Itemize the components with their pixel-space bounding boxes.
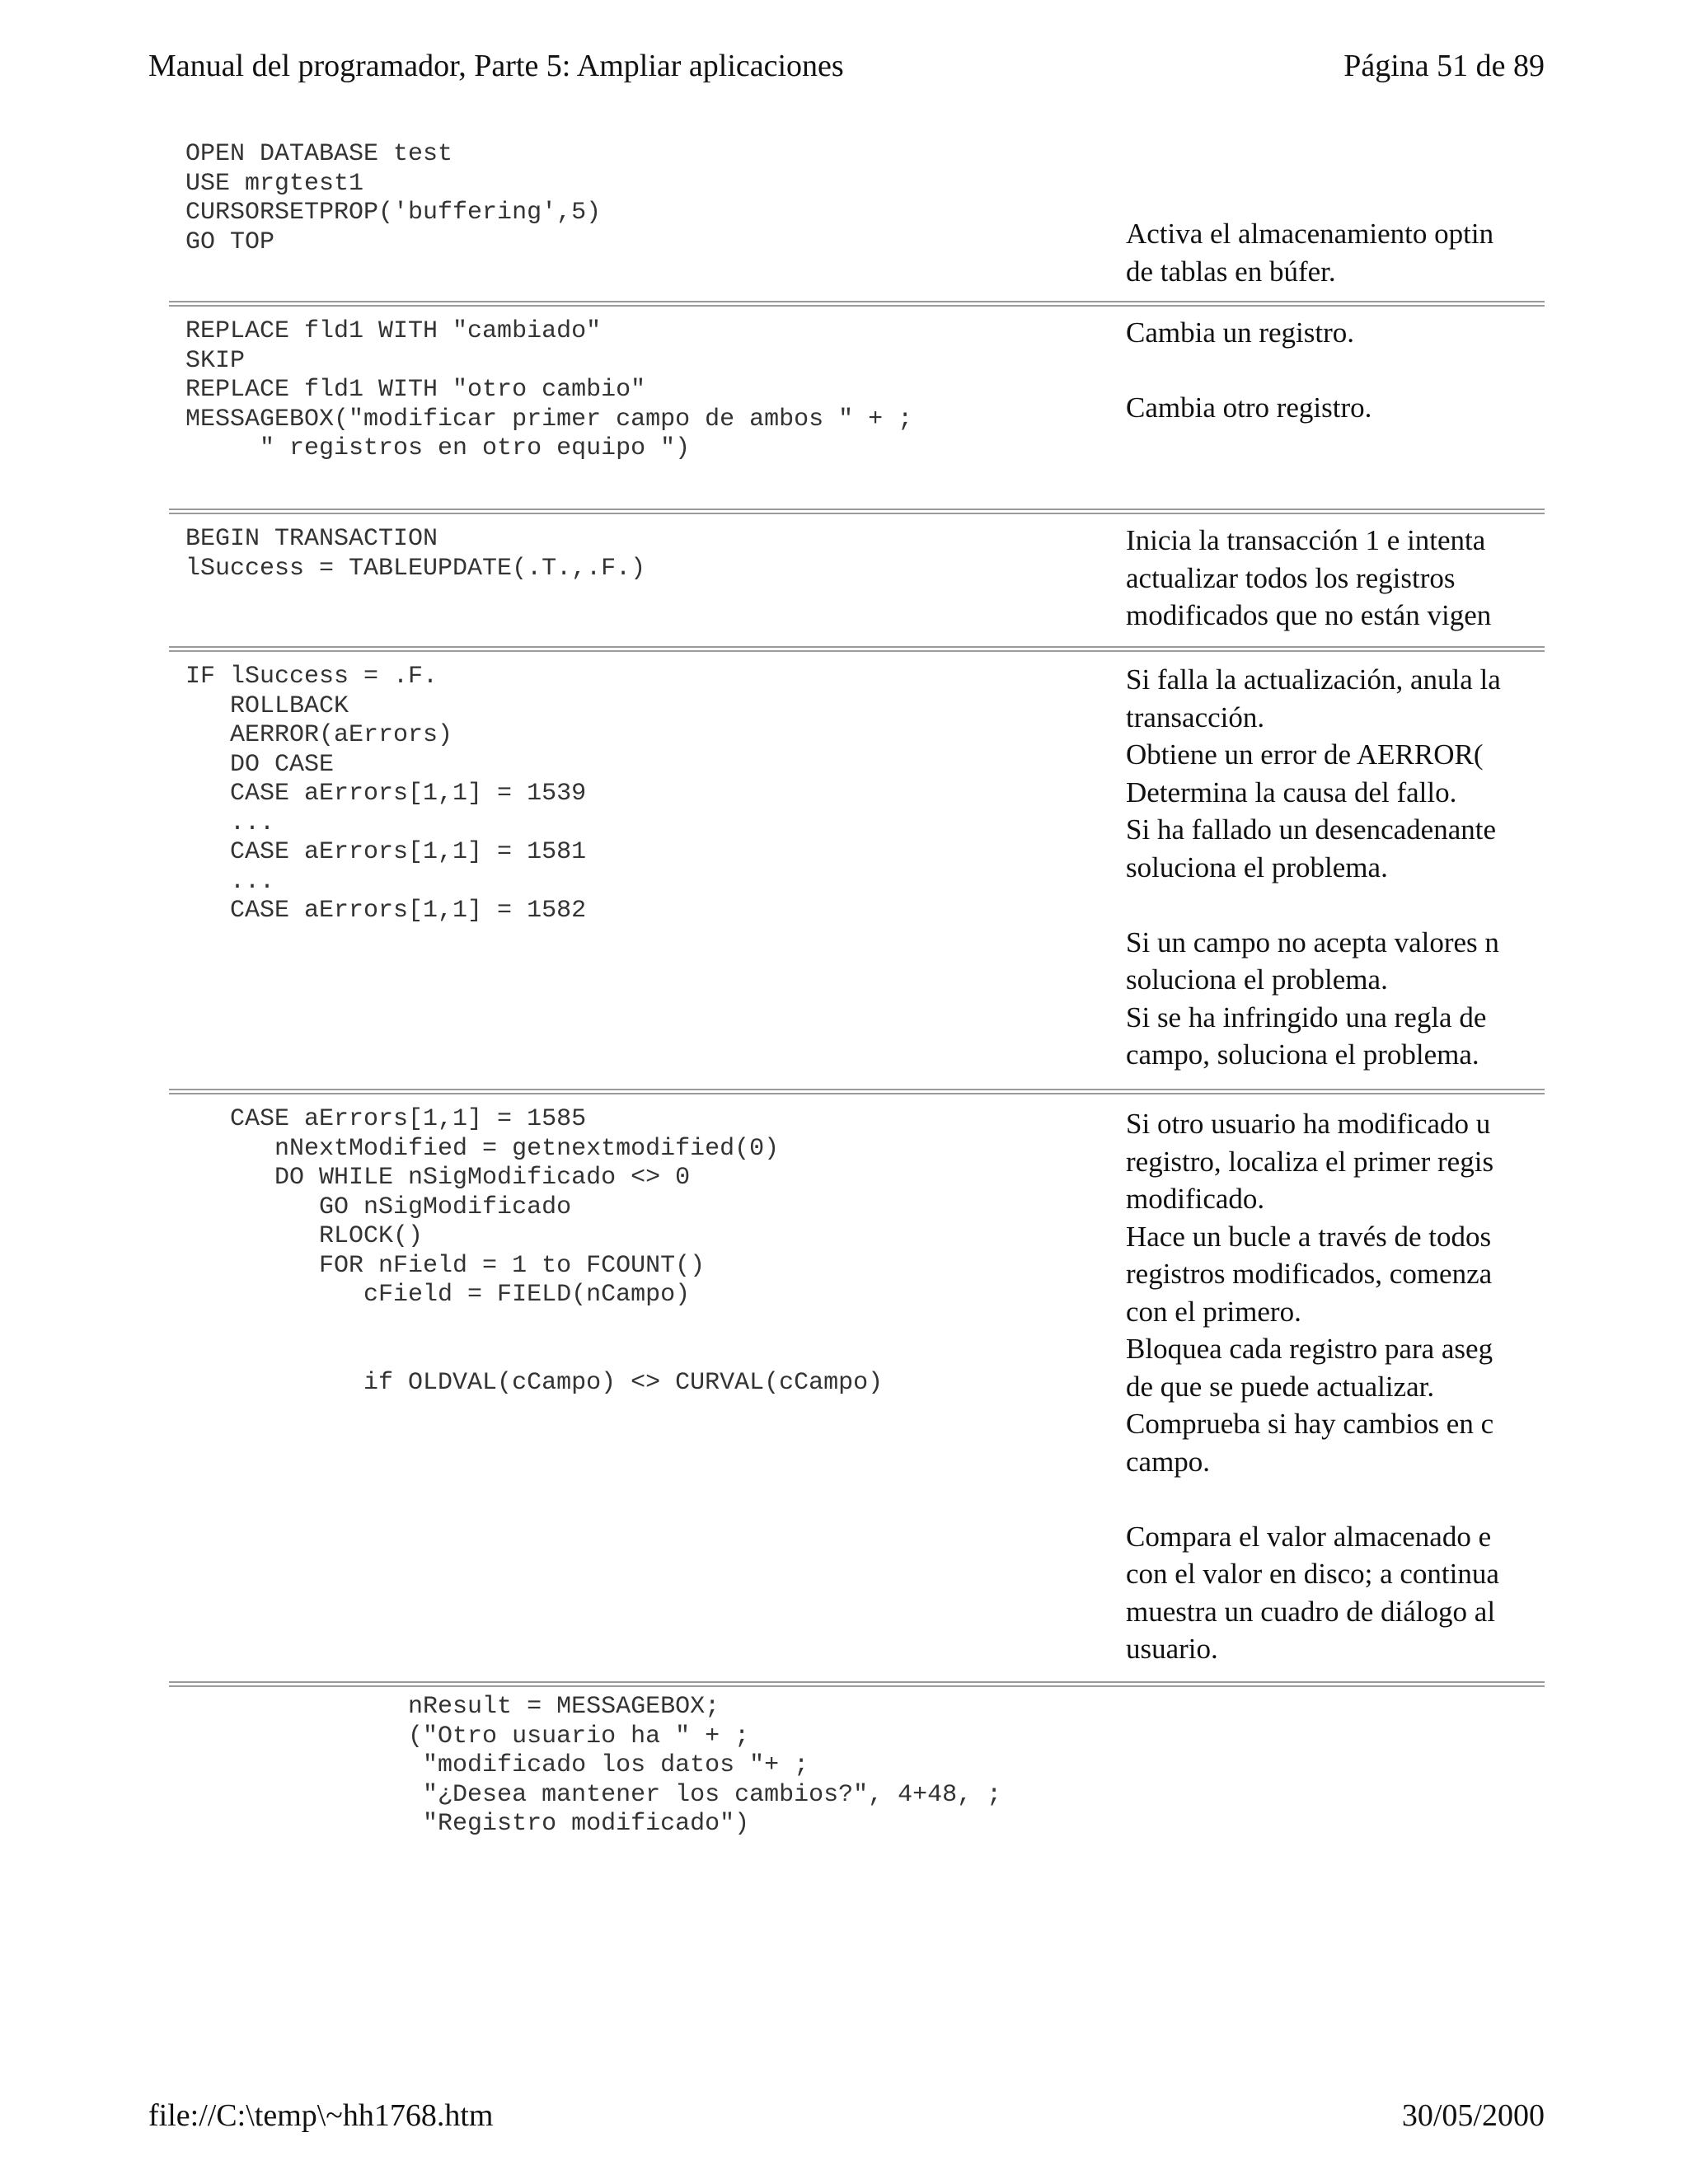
table-row	[169, 132, 1545, 300]
description-cell	[1126, 661, 1545, 1074]
description-cell	[1126, 522, 1545, 635]
description-line: Si un campo no acepta valores n	[1126, 926, 1499, 958]
description-line: transacción.	[1126, 701, 1265, 733]
code-cell: CASE aErrors[1,1] = 1585 nNextModified = getnextmodified(0) DO WHILE nSigModificado <> 0 GO nSigModificado RLOCK() FOR nField = 1 to FCOUNT() cField = FIELD(nCampo) if OLDVAL(cCampo) <> CURVAL(cCampo)	[230, 1105, 884, 1397]
file-path: file://C:\temp\~hh1768.htm	[148, 2098, 494, 2133]
row-divider	[169, 1088, 1545, 1095]
description-line: Activa el almacenamiento optin	[1126, 218, 1494, 250]
description-line: Si otro usuario ha modificado u	[1126, 1108, 1491, 1140]
description-line: de tablas en búfer.	[1126, 255, 1336, 288]
description-line: de que se puede actualizar.	[1126, 1370, 1435, 1403]
description-line: Cambia un registro.	[1126, 316, 1355, 349]
description-line: modificado.	[1126, 1183, 1265, 1215]
page-footer	[148, 2097, 1545, 2134]
code-cell: OPEN DATABASE test USE mrgtest1 CURSORSETPROP('buffering',5) GO TOP	[185, 140, 602, 256]
description-line: Si se ha infringido una regla de	[1126, 1001, 1487, 1033]
description-line: Cambia otro registro.	[1126, 391, 1372, 424]
row-divider	[169, 645, 1545, 653]
description-line: con el primero.	[1126, 1295, 1301, 1328]
table-row	[169, 1688, 1545, 1869]
table-row	[169, 1095, 1545, 1680]
description-line	[1126, 140, 1545, 178]
document-title: Manual del programador, Parte 5: Ampliar aplicaciones	[148, 49, 844, 83]
description-line: modificados que no están vigen	[1126, 599, 1492, 631]
description-line: campo, soluciona el problema.	[1126, 1038, 1479, 1071]
description-cell	[1126, 140, 1545, 290]
description-line: Comprueba si hay cambios en c	[1126, 1408, 1494, 1440]
description-line	[1126, 352, 1545, 390]
row-divider	[169, 1680, 1545, 1688]
page-number: Página 51 de 89	[1343, 49, 1545, 83]
description-line: soluciona el problema.	[1126, 851, 1388, 883]
description-line: registro, localiza el primer regis	[1126, 1145, 1494, 1178]
description-line: campo.	[1126, 1445, 1211, 1478]
table-row	[169, 653, 1545, 1088]
description-cell	[1126, 314, 1545, 427]
description-line	[1126, 886, 1545, 924]
code-cell: IF lSuccess = .F. ROLLBACK AERROR(aErrors) DO CASE CASE aErrors[1,1] = 1539 ... CASE aErrors[1,1] = 1581 ... CASE aErrors[1,1] = 1582	[185, 663, 587, 925]
table-row	[169, 515, 1545, 645]
description-line: usuario.	[1126, 1633, 1218, 1665]
page-header	[148, 48, 1545, 84]
row-divider	[169, 508, 1545, 515]
description-line: Bloquea cada registro para aseg	[1126, 1333, 1493, 1365]
row-divider	[169, 300, 1545, 307]
print-date: 30/05/2000	[1401, 2098, 1545, 2133]
description-line	[1126, 178, 1545, 216]
code-cell: REPLACE fld1 WITH "cambiado" SKIP REPLACE fld1 WITH "otro cambio" MESSAGEBOX("modificar primer campo de ambos " + ; " registros en otro equipo ")	[185, 317, 913, 462]
description-line: soluciona el problema.	[1126, 963, 1388, 996]
description-line: Inicia la transacción 1 e intenta	[1126, 524, 1486, 556]
description-line: Determina la causa del fallo.	[1126, 776, 1457, 808]
description-line	[1126, 1480, 1545, 1518]
description-line: Si falla la actualización, anula la	[1126, 663, 1501, 696]
description-line: muestra un cuadro de diálogo al	[1126, 1595, 1496, 1628]
description-line: Hace un bucle a través de todos	[1126, 1220, 1492, 1253]
code-cell: BEGIN TRANSACTION lSuccess = TABLEUPDATE(.T.,.F.)	[185, 525, 646, 583]
description-line: con el valor en disco; a continua	[1126, 1558, 1499, 1590]
code-cell: nResult = MESSAGEBOX; ("Otro usuario ha " + ; "modificado los datos "+ ; "¿Desea mantener los cambios?", 4+48, ; "Registro modificado")	[408, 1693, 1002, 1838]
description-cell	[1126, 1105, 1545, 1668]
table-row	[169, 307, 1545, 508]
description-line: Si ha fallado un desencadenante	[1126, 813, 1496, 846]
description-line: registros modificados, comenza	[1126, 1258, 1493, 1290]
description-line: actualizar todos los registros	[1126, 561, 1456, 594]
description-line: Compara el valor almacenado e	[1126, 1520, 1492, 1553]
description-line: Obtiene un error de AERROR(	[1126, 738, 1484, 771]
code-table	[169, 132, 1545, 1879]
